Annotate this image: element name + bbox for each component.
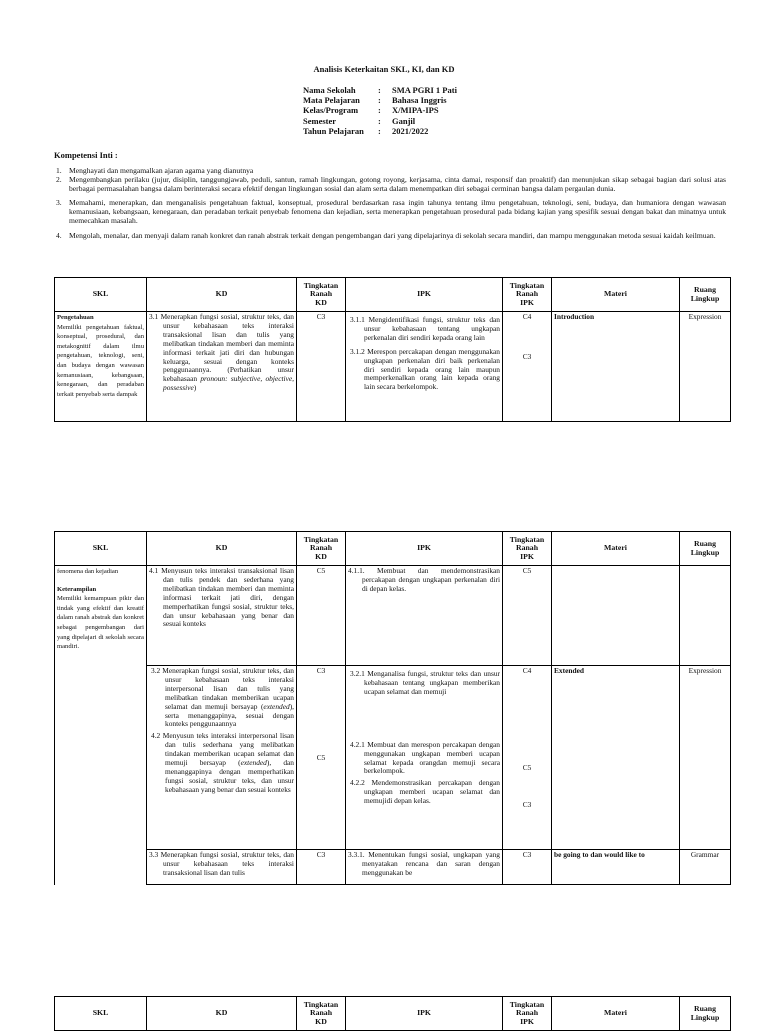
header-tingkatan-kd: Tingkatan Ranah KD [297, 278, 346, 312]
header-kd: KD [147, 278, 297, 312]
analysis-table-3 [54, 996, 731, 1031]
header-ipk: IPK [346, 278, 503, 312]
page-title: Analisis Keterkaitan SKL, KI, dan KD [313, 64, 455, 74]
meta-row-subject: Mata Pelajaran : Bahasa Inggris [303, 95, 447, 106]
kd-cell: 4.1 Menyusun teks interaksi transaksional lisan dan tulis pendek dan sederhana yang melibatkan tindakan memberi dan meminta informasi terkait jati diri, dengan memperhatikan fungsi sosial, struktur teks, dan unsur kebahasaan yang benar dan sesuai konteks [147, 566, 297, 666]
header-ipk: IPK [346, 532, 503, 566]
table-row [55, 566, 731, 666]
table-header-row [55, 278, 731, 312]
header-kd: KD [147, 997, 297, 1031]
meta-value: Bahasa Inggris [392, 95, 447, 106]
analysis-table-1 [54, 277, 731, 422]
kd-level: C3 [297, 312, 346, 422]
ipk-cell: 3.3.1. Menentukan fungsi sosial, ungkapan yang menyatakan rencana dan saran dengan menggunakan be [346, 850, 503, 885]
meta-row-class: Kelas/Program : X/MIPA-IPS [303, 105, 439, 116]
header-kd: KD [147, 532, 297, 566]
kd-level: C3 C5 [297, 666, 346, 850]
header-tingkatan-ipk: Tingkatan Ranah IPK [503, 532, 552, 566]
header-ruang-lingkup: Ruang Lingkup [680, 997, 731, 1031]
ipk-level: C4 C5 C3 [503, 666, 552, 850]
table-row [55, 666, 731, 850]
header-ruang-lingkup: Ruang Lingkup [680, 278, 731, 312]
table-row [55, 850, 731, 885]
header-ruang-lingkup: Ruang Lingkup [680, 532, 731, 566]
header-tingkatan-kd: Tingkatan Ranah KD [297, 997, 346, 1031]
header-materi: Materi [552, 278, 680, 312]
materi-cell [552, 566, 680, 666]
document-meta [303, 85, 457, 136]
header-tingkatan-ipk: Tingkatan Ranah IPK [503, 278, 552, 312]
meta-value: 2021/2022 [392, 125, 429, 136]
meta-value: Ganjil [392, 115, 416, 126]
table-header-row [55, 997, 731, 1031]
ki-item: 2. Mengembangkan perilaku (jujur, disiplin, tanggungjawab, peduli, santun, ramah lingkungan, gotong royong, kerjasama, cinta damai, responsif dan proaktif) dan menunjukan sikap sebagai bagian dari solusi atas berbagai permasalahan bangsa dalam berinteraksi secara efektif dengan lingkungan sosial dan alam serta dalam menempatkan diri sebagai cerminan bangsa dalam pergaulan dunia. [56, 175, 726, 194]
kd-cell: 3.1 Menerapkan fungsi sosial, struktur teks, dan unsur kebahasaan teks interaksi transaksional lisan dan tulis yang melibatkan tindakan memberi dan meminta informasi terkait jati diri dan hubungan keluarga, sesuai dengan konteks penggunaannya. (Perhatikan unsur kebahasaan pronoun: subjective, objective, possessive) [147, 312, 297, 422]
ki-heading: Kompetensi Inti : [54, 150, 118, 160]
meta-row-school: Nama Sekolah : SMA PGRI 1 Pati [303, 85, 457, 95]
ipk-level: C5 [503, 566, 552, 666]
ki-item: 4. Mengolah, menalar, dan menyaji dalam ranah konkret dan ranah abstrak terkait dengan pengembangan dari yang dipelajarinya di sekolah secara mandiri, dan mampu menggunakan metoda sesuai kaidah keilmuan. [56, 230, 716, 240]
ruang-cell: Expression [680, 666, 731, 850]
ruang-cell: Grammar [680, 850, 731, 885]
kd-cell: 3.2 Menerapkan fungsi sosial, struktur teks, dan unsur kebahasaan teks interaksi interpersonal lisan dan tulis yang melibatkan tindakan memberikan ucapan selamat dan memuji bersayap (extended), serta menanggapinya, sesuai dengan konteks penggunaannya 4.2 Menyusun teks interaksi interpersonal lisan dan tulis sederhana yang melibatkan tindakan memberikan ucapan selamat dan memuji bersayap (extended), dan menanggapinya dengan memperhatikan fungsi sosial, struktur teks, dan unsur kebahasaan yang benar dan sesuai konteks [147, 666, 297, 850]
ipk-level: C3 [503, 850, 552, 885]
kd-level: C5 [297, 566, 346, 666]
analysis-table-2 [54, 531, 731, 885]
materi-cell: be going to dan would like to [552, 850, 680, 885]
meta-value: SMA PGRI 1 Pati [392, 85, 457, 95]
header-materi: Materi [552, 532, 680, 566]
header-skl: SKL [55, 997, 147, 1031]
ipk-cell: 4.1.1. Membuat dan mendemonstrasikan percakapan dengan ungkapan perkenalan diri di depan kelas. [346, 566, 503, 666]
meta-row-year: Tahun Pelajaran : 2021/2022 [303, 125, 429, 136]
materi-cell: Introduction [552, 312, 680, 422]
ruang-cell [680, 566, 731, 666]
skl-cell: Pengetahuan Memiliki pengetahuan faktual, konseptual, prosedural, dan metakognitif dalam ilmu pengetahuan, teknologi, seni, dan budaya dengan wawasan kemanusiaan, kebangsaan, kenegaraan, dan peradaban terkait penyebab serta dampak [55, 312, 147, 422]
header-materi: Materi [552, 997, 680, 1031]
kd-level: C3 [297, 850, 346, 885]
ipk-level: C4 C3 [503, 312, 552, 422]
ki-item: 3. Memahami, menerapkan, dan menganalisis pengetahuan faktual, konseptual, prosedural berdasarkan rasa ingin tahunya tentang ilmu pengetahuan, teknologi, seni, budaya, dan humaniora dengan wawasan kemanusiaan, kebangsaan, kenegaraan, dan peradaban terkait penyebab fenomena dan kejadian, serta menerapkan pengetahuan prosedural pada bidang kajian yang spesifik sesuai dengan bakat dan minatnya untuk memecahkan masalah. [56, 198, 726, 226]
ruang-cell: Expression [680, 312, 731, 422]
ipk-cell: 3.2.1 Menganalisa fungsi, struktur teks dan unsur kebahasaan tentang ungkapan memberikan ucapan selamat dan memuji 4.2.1 Membuat dan merespon percakapan dengan menggunakan ungkapan memberi ucapan selamat kepada orangdan memuji secara berkelompok. 4.2.2 Mendemonstrasikan percakapan dengan ungkapan memberi ucapan selamat dan memujidi depan kelas. [346, 666, 503, 850]
table-row [55, 312, 731, 422]
materi-cell: Extended [552, 666, 680, 850]
skl-cell: fenomena dan kejadian Keterampilan Memiliki kemampuan pikir dan tindak yang efektif dan kreatif dalam ranah abstrak dan konkret sebagai pengembangan dari yang dipelajari di sekolah secara mandiri. [55, 566, 147, 885]
header-ipk: IPK [346, 997, 503, 1031]
header-skl: SKL [55, 532, 147, 566]
header-tingkatan-kd: Tingkatan Ranah KD [297, 532, 346, 566]
header-tingkatan-ipk: Tingkatan Ranah IPK [503, 997, 552, 1031]
header-skl: SKL [55, 278, 147, 312]
kd-cell: 3.3 Menerapkan fungsi sosial, struktur teks, dan unsur kebahasaan teks interaksi transaksional lisan dan tulis [147, 850, 297, 885]
ki-item: 1. Menghayati dan mengamalkan ajaran agama yang dianutnya [56, 166, 254, 175]
ipk-cell: 3.1.1 Mengidentifikasi fungsi, struktur teks dan unsur kebahasaan tentang ungkapan perkenalan diri sendiri kepada orang lain 3.1.2 Merespon percakapan dengan menggunakan ungkapan perkenalan diri baik perkenalan diri sendiri kepada orang lain maupun memperkenalkan orang lain kepada orang lain secara berkelompok. [346, 312, 503, 422]
ki-list [54, 166, 726, 245]
meta-value: X/MIPA-IPS [392, 105, 439, 116]
meta-row-semester: Semester : Ganjil [303, 115, 416, 126]
table-header-row [55, 532, 731, 566]
